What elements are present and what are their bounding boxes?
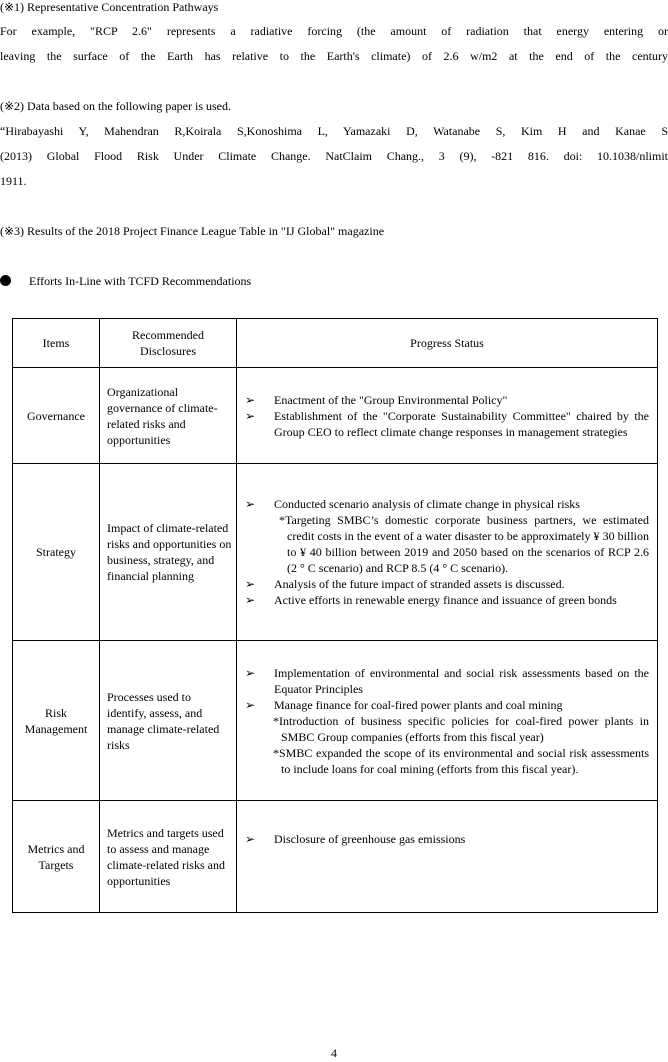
strategy-note: *Targeting SMBC’s domestic corporate business partners, we estimated credit costs in the event of a water disaster to be approximately ¥ 30 billion to ¥ 40 billion between 2019 and 2050 based on the scenarios of RCP 2.6 (2 ° C scenario) and RCP 8.5 (4 ° C scenario). <box>279 513 649 575</box>
table-row-metrics <box>13 801 658 913</box>
note-2-line-1: “Hirabayashi Y, Mahendran R,Koirala S,Konoshima L, Yamazaki D, Watanabe S, Kim H and Kanae S <box>0 124 668 138</box>
status-risk-management: ➢ Implementation of environmental and social risk assessments based on the Equator Principles ➢ Manage finance for coal-fired power plants and coal mining *Introduction of business specific policies for coal-fired power plants in SMBC Group companies (efforts from this fiscal year) *SMBC expanded the scope of its environmental and social risk assessments to include loans for coal mining (efforts from this fiscal year). <box>237 641 658 801</box>
arrow-bullet-icon: ➢ <box>245 593 256 607</box>
section-heading <box>0 269 251 294</box>
table-row-strategy <box>13 464 658 641</box>
note-3: (※3) Results of the 2018 Project Finance League Table in "IJ Global" magazine <box>0 224 385 238</box>
item-metrics: Metrics and Targets <box>13 801 100 913</box>
header-items: Items <box>13 319 100 368</box>
status-strategy: ➢ Conducted scenario analysis of climate change in physical risks *Targeting SMBC’s domestic corporate business partners, we estimated credit costs in the event of a water disaster to be approximately ¥ 30 billion to ¥ 40 billion between 2019 and 2050 based on the scenarios of RCP 2.6 (2 ° C scenario) and RCP 8.5 (4 ° C scenario). ➢ Analysis of the future impact of stranded assets is discussed. ➢ Active efforts in renewable energy finance and issuance of green bonds <box>237 464 658 641</box>
status-governance: ➢ Enactment of the "Group Environmental Policy" ➢ Establishment of the "Corporate Sustainability Committee" chaired by the Group CEO to reflect climate change responses in management strategies <box>237 368 658 464</box>
disclosure-governance: Organizational governance of climate-related risks and opportunities <box>100 368 237 464</box>
item-risk-management: Risk Management <box>13 641 100 801</box>
tcfd-table <box>12 318 658 913</box>
page-number: 4 <box>331 1046 337 1060</box>
item-governance: Governance <box>13 368 100 464</box>
arrow-bullet-icon: ➢ <box>245 408 256 423</box>
note-1-title: (※1) Representative Concentration Pathways <box>0 0 219 14</box>
header-disclosures: Recommended Disclosures <box>100 319 237 368</box>
arrow-bullet-icon: ➢ <box>245 497 256 511</box>
note-1-line-2: leaving the surface of the Earth has relative to the Earth's climate) of 2.6 w/m2 at the end of the century <box>0 49 668 63</box>
risk-note-2: *SMBC expanded the scope of its environmental and social risk assessments to include loans for coal mining (efforts from this fiscal year). <box>273 745 649 776</box>
note-2-line-2: (2013) Global Flood Risk Under Climate Change. NatClaim Chang., 3 (9), -821 816. doi: 10.1038/nlimit <box>0 149 668 163</box>
disclosure-risk-management: Processes used to identify, assess, and manage climate-related risks <box>100 641 237 801</box>
arrow-bullet-icon: ➢ <box>245 697 256 712</box>
table-row-governance <box>13 368 658 464</box>
header-status: Progress Status <box>237 319 658 368</box>
note-1-line-1: For example, "RCP 2.6" represents a radiative forcing (the amount of radiation that energy entering or <box>0 24 668 38</box>
note-2-title: (※2) Data based on the following paper is used. <box>0 99 231 113</box>
risk-note-1: *Introduction of business specific policies for coal-fired power plants in SMBC Group companies (efforts from this fiscal year) <box>273 713 649 744</box>
bullet-dot-icon <box>0 275 11 286</box>
item-strategy: Strategy <box>13 464 100 641</box>
arrow-bullet-icon: ➢ <box>245 665 256 680</box>
table-row-risk-management <box>13 641 658 801</box>
disclosure-metrics: Metrics and targets used to assess and manage climate-related risks and opportunities <box>100 801 237 913</box>
status-metrics: ➢ Disclosure of greenhouse gas emissions <box>237 801 658 913</box>
note-2-line-3: 1911. <box>0 174 27 188</box>
arrow-bullet-icon: ➢ <box>245 392 256 407</box>
section-heading-text: Efforts In-Line with TCFD Recommendations <box>29 274 252 288</box>
arrow-bullet-icon: ➢ <box>245 832 256 846</box>
disclosure-strategy: Impact of climate-related risks and opportunities on business, strategy, and financial planning <box>100 464 237 641</box>
arrow-bullet-icon: ➢ <box>245 577 256 591</box>
table-header-row <box>13 319 658 368</box>
